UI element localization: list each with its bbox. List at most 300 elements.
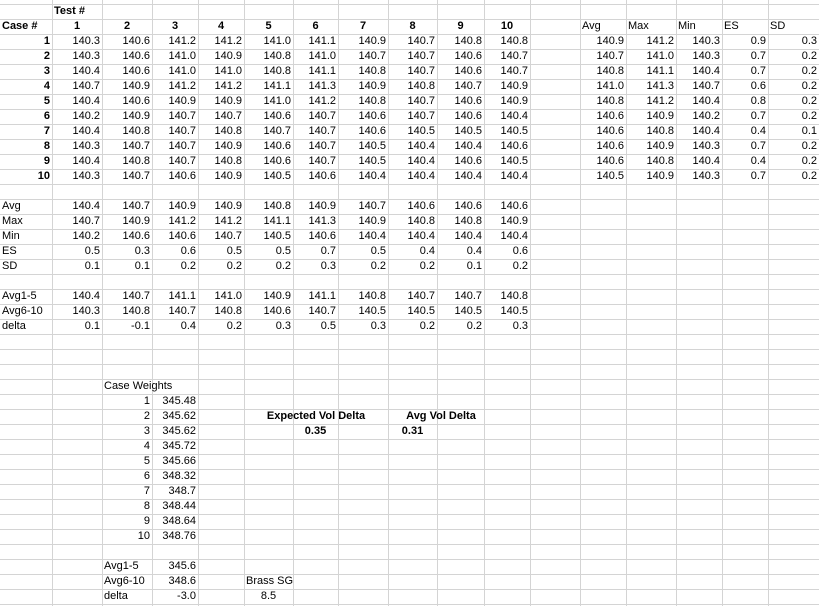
- column-stat-cell[interactable]: 140.6: [308, 230, 336, 242]
- column-stat-cell[interactable]: 141.2: [214, 215, 242, 227]
- column-stat-cell[interactable]: 0.7: [320, 245, 336, 257]
- split-stat-cell[interactable]: 0.3: [512, 320, 528, 332]
- measurement-cell[interactable]: 140.4: [407, 155, 435, 167]
- row-stat-cell[interactable]: 140.3: [692, 170, 720, 182]
- measurement-cell[interactable]: 140.3: [72, 35, 100, 47]
- row-stat-cell[interactable]: 0.7: [750, 140, 766, 152]
- column-stat-cell[interactable]: 140.6: [407, 200, 435, 212]
- split-stat-cell[interactable]: 140.7: [454, 290, 482, 302]
- case-weight-number[interactable]: 5: [143, 455, 150, 467]
- split-stat-cell[interactable]: 141.0: [214, 290, 242, 302]
- brass-sg-value[interactable]: 8.5: [260, 590, 277, 602]
- measurement-cell[interactable]: 140.8: [358, 65, 386, 77]
- row-stat-cell[interactable]: 141.0: [646, 50, 674, 62]
- row-stat-cell[interactable]: 0.2: [801, 80, 817, 92]
- measurement-cell[interactable]: 140.4: [72, 65, 100, 77]
- case-weights-title[interactable]: Case Weights: [104, 380, 173, 392]
- split-stat-cell[interactable]: 140.7: [308, 305, 336, 317]
- column-stat-cell[interactable]: 140.7: [358, 200, 386, 212]
- case-weight-value[interactable]: 348.76: [162, 530, 196, 542]
- row-stat-cell[interactable]: 0.9: [750, 35, 766, 47]
- row-stats-header[interactable]: SD: [770, 20, 786, 32]
- measurement-cell[interactable]: 140.9: [122, 80, 150, 92]
- measurement-cell[interactable]: 140.4: [454, 140, 482, 152]
- measurement-cell[interactable]: 140.9: [358, 35, 386, 47]
- column-stat-cell[interactable]: 0.2: [512, 260, 528, 272]
- measurement-cell[interactable]: 140.8: [214, 125, 242, 137]
- measurement-cell[interactable]: 141.0: [263, 95, 291, 107]
- measurement-cell[interactable]: 140.9: [168, 95, 196, 107]
- row-stat-cell[interactable]: 0.2: [801, 110, 817, 122]
- measurement-cell[interactable]: 141.0: [308, 50, 336, 62]
- measurement-cell[interactable]: 140.6: [122, 50, 150, 62]
- row-stat-cell[interactable]: 140.9: [646, 170, 674, 182]
- column-stat-cell[interactable]: 141.1: [263, 215, 291, 227]
- case-weight-summary-label[interactable]: Avg1-5: [104, 560, 139, 572]
- row-stat-cell[interactable]: 140.6: [596, 110, 624, 122]
- test-number-header[interactable]: 1: [73, 20, 81, 32]
- measurement-cell[interactable]: 140.7: [407, 35, 435, 47]
- column-stat-cell[interactable]: 140.4: [72, 200, 100, 212]
- column-stat-cell[interactable]: 141.2: [168, 215, 196, 227]
- measurement-cell[interactable]: 140.6: [454, 50, 482, 62]
- measurement-cell[interactable]: 140.5: [500, 125, 528, 137]
- row-stat-cell[interactable]: 140.8: [646, 155, 674, 167]
- column-stat-cell[interactable]: 0.1: [134, 260, 150, 272]
- measurement-cell[interactable]: 140.9: [214, 140, 242, 152]
- case-weight-summary-label[interactable]: delta: [104, 590, 128, 602]
- measurement-cell[interactable]: 140.7: [454, 80, 482, 92]
- split-stat-cell[interactable]: 140.8: [122, 305, 150, 317]
- column-stat-cell[interactable]: 140.6: [454, 200, 482, 212]
- case-weight-value[interactable]: 345.72: [162, 440, 196, 452]
- row-stats-header[interactable]: Max: [628, 20, 649, 32]
- measurement-cell[interactable]: 140.6: [308, 170, 336, 182]
- measurement-cell[interactable]: 140.7: [500, 65, 528, 77]
- case-weight-number[interactable]: 10: [137, 530, 150, 542]
- column-stat-cell[interactable]: 0.5: [370, 245, 386, 257]
- row-stat-cell[interactable]: 140.9: [646, 140, 674, 152]
- measurement-cell[interactable]: 140.7: [168, 140, 196, 152]
- measurement-cell[interactable]: 140.8: [263, 65, 291, 77]
- case-number[interactable]: 10: [37, 170, 50, 182]
- measurement-cell[interactable]: 141.1: [263, 80, 291, 92]
- case-number[interactable]: 2: [43, 50, 50, 62]
- measurement-cell[interactable]: 140.7: [263, 125, 291, 137]
- row-stat-cell[interactable]: 140.9: [596, 35, 624, 47]
- measurement-cell[interactable]: 141.0: [168, 50, 196, 62]
- test-number-header[interactable]: 3: [171, 20, 179, 32]
- row-stat-cell[interactable]: 140.3: [692, 35, 720, 47]
- split-stat-cell[interactable]: 0.2: [419, 320, 435, 332]
- split-stat-cell[interactable]: 0.2: [466, 320, 482, 332]
- measurement-cell[interactable]: 140.7: [72, 80, 100, 92]
- column-stat-cell[interactable]: 0.2: [226, 260, 242, 272]
- column-stat-cell[interactable]: 140.9: [358, 215, 386, 227]
- split-stat-cell[interactable]: 140.9: [263, 290, 291, 302]
- row-stat-cell[interactable]: 141.2: [646, 35, 674, 47]
- measurement-cell[interactable]: 140.9: [214, 95, 242, 107]
- row-stat-cell[interactable]: 0.2: [801, 50, 817, 62]
- split-stat-cell[interactable]: 140.4: [72, 290, 100, 302]
- measurement-cell[interactable]: 140.6: [454, 65, 482, 77]
- case-weight-value[interactable]: 345.62: [162, 425, 196, 437]
- column-stat-cell[interactable]: 140.9: [500, 215, 528, 227]
- row-stat-cell[interactable]: 0.2: [801, 155, 817, 167]
- case-number[interactable]: 3: [43, 65, 50, 77]
- column-stat-cell[interactable]: 140.4: [358, 230, 386, 242]
- measurement-cell[interactable]: 140.4: [454, 170, 482, 182]
- split-stat-cell[interactable]: 140.5: [407, 305, 435, 317]
- column-stat-cell[interactable]: 0.6: [512, 245, 528, 257]
- column-stat-cell[interactable]: 140.5: [263, 230, 291, 242]
- measurement-cell[interactable]: 140.6: [358, 125, 386, 137]
- column-stat-cell[interactable]: 0.3: [134, 245, 150, 257]
- case-weight-value[interactable]: 345.62: [162, 410, 196, 422]
- measurement-cell[interactable]: 141.2: [214, 80, 242, 92]
- expected-vol-delta-value[interactable]: 0.35: [304, 425, 327, 437]
- row-stat-cell[interactable]: 140.8: [646, 125, 674, 137]
- case-weight-number[interactable]: 2: [143, 410, 150, 422]
- measurement-cell[interactable]: 140.4: [72, 125, 100, 137]
- column-stat-cell[interactable]: 140.9: [214, 200, 242, 212]
- row-stat-cell[interactable]: 140.5: [596, 170, 624, 182]
- avg-vol-delta-value[interactable]: 0.31: [401, 425, 424, 437]
- measurement-cell[interactable]: 140.7: [168, 110, 196, 122]
- row-stat-cell[interactable]: 140.4: [692, 125, 720, 137]
- row-stat-cell[interactable]: 0.7: [750, 110, 766, 122]
- measurement-cell[interactable]: 140.6: [358, 110, 386, 122]
- measurement-cell[interactable]: 140.5: [358, 140, 386, 152]
- measurement-cell[interactable]: 140.7: [214, 110, 242, 122]
- row-stat-cell[interactable]: 140.3: [692, 50, 720, 62]
- row-stat-cell[interactable]: 140.7: [596, 50, 624, 62]
- row-stat-cell[interactable]: 0.7: [750, 50, 766, 62]
- measurement-cell[interactable]: 140.4: [358, 170, 386, 182]
- row-stat-cell[interactable]: 140.9: [646, 110, 674, 122]
- measurement-cell[interactable]: 140.4: [72, 155, 100, 167]
- split-stat-cell[interactable]: 0.3: [370, 320, 386, 332]
- column-gridline: [530, 0, 531, 606]
- case-weight-value[interactable]: 348.7: [168, 485, 196, 497]
- row-stat-cell[interactable]: 140.2: [692, 110, 720, 122]
- column-stat-label[interactable]: ES: [2, 245, 17, 257]
- case-weight-number[interactable]: 9: [143, 515, 150, 527]
- column-stat-label[interactable]: Max: [2, 215, 23, 227]
- measurement-cell[interactable]: 140.7: [358, 50, 386, 62]
- split-stat-cell[interactable]: 140.5: [500, 305, 528, 317]
- measurement-cell[interactable]: 140.8: [122, 155, 150, 167]
- row-stat-cell[interactable]: 141.2: [646, 95, 674, 107]
- case-weight-value[interactable]: 345.66: [162, 455, 196, 467]
- measurement-cell[interactable]: 140.3: [72, 140, 100, 152]
- expected-vol-delta-label[interactable]: Expected Vol Delta: [266, 410, 366, 422]
- column-stat-cell[interactable]: 0.3: [320, 260, 336, 272]
- row-stat-cell[interactable]: 140.6: [596, 155, 624, 167]
- row-stat-cell[interactable]: 140.4: [692, 65, 720, 77]
- measurement-cell[interactable]: 140.7: [122, 140, 150, 152]
- test-number-header[interactable]: 8: [409, 20, 416, 32]
- measurement-cell[interactable]: 140.8: [407, 80, 435, 92]
- measurement-cell[interactable]: 140.8: [214, 155, 242, 167]
- column-stat-cell[interactable]: 0.2: [180, 260, 196, 272]
- measurement-cell[interactable]: 141.3: [308, 80, 336, 92]
- measurement-cell[interactable]: 140.3: [72, 170, 100, 182]
- column-stat-cell[interactable]: 140.4: [500, 230, 528, 242]
- measurement-cell[interactable]: 140.5: [358, 155, 386, 167]
- measurement-cell[interactable]: 140.7: [407, 110, 435, 122]
- measurement-cell[interactable]: 140.5: [500, 155, 528, 167]
- column-stat-cell[interactable]: 140.7: [214, 230, 242, 242]
- row-stat-cell[interactable]: 0.2: [801, 95, 817, 107]
- row-stat-cell[interactable]: 0.7: [750, 65, 766, 77]
- measurement-cell[interactable]: 140.9: [500, 80, 528, 92]
- split-stat-cell[interactable]: 140.7: [407, 290, 435, 302]
- row-stat-cell[interactable]: 140.7: [692, 80, 720, 92]
- measurement-cell[interactable]: 140.6: [454, 155, 482, 167]
- measurement-cell[interactable]: 141.2: [308, 95, 336, 107]
- column-stat-cell[interactable]: 141.3: [308, 215, 336, 227]
- split-stat-cell[interactable]: 140.3: [72, 305, 100, 317]
- measurement-cell[interactable]: 140.6: [122, 95, 150, 107]
- column-stat-label[interactable]: Min: [2, 230, 20, 242]
- measurement-cell[interactable]: 140.9: [214, 170, 242, 182]
- measurement-cell[interactable]: 140.4: [407, 140, 435, 152]
- row-stat-cell[interactable]: 0.1: [801, 125, 817, 137]
- column-stat-cell[interactable]: 140.4: [454, 230, 482, 242]
- row-gridline: [0, 364, 819, 365]
- measurement-cell[interactable]: 140.8: [454, 35, 482, 47]
- case-number[interactable]: 9: [43, 155, 50, 167]
- measurement-cell[interactable]: 141.1: [308, 65, 336, 77]
- test-number-header[interactable]: 4: [217, 20, 225, 32]
- column-stat-label[interactable]: SD: [2, 260, 18, 272]
- row-stat-cell[interactable]: 141.3: [646, 80, 674, 92]
- measurement-cell[interactable]: 140.7: [500, 50, 528, 62]
- measurement-cell[interactable]: 140.5: [454, 125, 482, 137]
- case-weight-number[interactable]: 8: [143, 500, 150, 512]
- test-number-header[interactable]: 10: [500, 20, 514, 32]
- column-stat-cell[interactable]: 0.5: [275, 245, 291, 257]
- split-stat-cell[interactable]: 140.8: [214, 305, 242, 317]
- split-stat-cell[interactable]: -0.1: [131, 320, 150, 332]
- row-stat-cell[interactable]: 140.3: [692, 140, 720, 152]
- row-stat-cell[interactable]: 0.4: [750, 155, 766, 167]
- case-number[interactable]: 1: [43, 35, 50, 47]
- column-stat-cell[interactable]: 0.1: [84, 260, 100, 272]
- measurement-cell[interactable]: 140.7: [407, 95, 435, 107]
- column-stat-cell[interactable]: 0.1: [466, 260, 482, 272]
- split-stat-cell[interactable]: 140.8: [500, 290, 528, 302]
- row-stat-cell[interactable]: 141.1: [646, 65, 674, 77]
- case-weight-value[interactable]: 348.64: [162, 515, 196, 527]
- case-weight-summary-value[interactable]: 345.6: [168, 560, 196, 572]
- split-stat-cell[interactable]: 0.5: [320, 320, 336, 332]
- split-stat-cell[interactable]: 140.5: [358, 305, 386, 317]
- case-number[interactable]: 5: [43, 95, 50, 107]
- case-weight-number[interactable]: 6: [143, 470, 150, 482]
- measurement-cell[interactable]: 141.1: [308, 35, 336, 47]
- split-stat-label[interactable]: Avg1-5: [2, 290, 37, 302]
- measurement-cell[interactable]: 140.7: [168, 155, 196, 167]
- measurement-cell[interactable]: 140.6: [122, 35, 150, 47]
- row-stat-cell[interactable]: 0.3: [801, 35, 817, 47]
- measurement-cell[interactable]: 140.7: [407, 65, 435, 77]
- row-stat-cell[interactable]: 0.8: [750, 95, 766, 107]
- case-weight-number[interactable]: 4: [143, 440, 150, 452]
- column-stat-cell[interactable]: 140.6: [122, 230, 150, 242]
- measurement-cell[interactable]: 140.6: [454, 95, 482, 107]
- measurement-cell[interactable]: 140.5: [263, 170, 291, 182]
- test-number-header[interactable]: 6: [312, 20, 319, 32]
- measurement-cell[interactable]: 140.6: [168, 170, 196, 182]
- column-stat-cell[interactable]: 140.9: [308, 200, 336, 212]
- measurement-cell[interactable]: 141.2: [168, 80, 196, 92]
- row-stat-cell[interactable]: 0.2: [801, 140, 817, 152]
- measurement-cell[interactable]: 140.6: [500, 140, 528, 152]
- avg-vol-delta-label[interactable]: Avg Vol Delta: [406, 410, 476, 422]
- column-stat-cell[interactable]: 0.5: [226, 245, 242, 257]
- measurement-cell[interactable]: 141.0: [263, 35, 291, 47]
- measurement-cell[interactable]: 140.6: [122, 65, 150, 77]
- measurement-cell[interactable]: 140.6: [263, 140, 291, 152]
- case-weight-value[interactable]: 348.44: [162, 500, 196, 512]
- measurement-cell[interactable]: 140.8: [358, 95, 386, 107]
- measurement-cell[interactable]: 140.2: [72, 110, 100, 122]
- row-stat-cell[interactable]: 0.2: [801, 170, 817, 182]
- measurement-cell[interactable]: 140.9: [358, 80, 386, 92]
- case-header-label[interactable]: Case #: [2, 20, 38, 32]
- measurement-cell[interactable]: 140.6: [454, 110, 482, 122]
- column-stat-cell[interactable]: 140.9: [122, 215, 150, 227]
- measurement-cell[interactable]: 140.8: [263, 50, 291, 62]
- split-stat-cell[interactable]: 140.6: [263, 305, 291, 317]
- column-stat-cell[interactable]: 140.7: [122, 200, 150, 212]
- measurement-cell[interactable]: 140.4: [500, 110, 528, 122]
- split-stat-cell[interactable]: 140.5: [454, 305, 482, 317]
- case-weight-number[interactable]: 1: [143, 395, 150, 407]
- row-stat-cell[interactable]: 141.0: [596, 80, 624, 92]
- column-stat-cell[interactable]: 0.4: [466, 245, 482, 257]
- row-stats-header[interactable]: ES: [724, 20, 739, 32]
- split-stat-cell[interactable]: 0.4: [180, 320, 196, 332]
- column-stat-cell[interactable]: 140.8: [263, 200, 291, 212]
- row-stats-header[interactable]: Avg: [582, 20, 601, 32]
- measurement-cell[interactable]: 140.9: [122, 110, 150, 122]
- case-weight-summary-value[interactable]: -3.0: [177, 590, 196, 602]
- measurement-cell[interactable]: 141.2: [168, 35, 196, 47]
- measurement-cell[interactable]: 140.7: [308, 125, 336, 137]
- case-weight-summary-value[interactable]: 348.6: [168, 575, 196, 587]
- measurement-cell[interactable]: 140.5: [407, 125, 435, 137]
- measurement-cell[interactable]: 140.6: [263, 155, 291, 167]
- column-stat-cell[interactable]: 0.6: [180, 245, 196, 257]
- measurement-cell[interactable]: 140.9: [500, 95, 528, 107]
- test-number-header[interactable]: 2: [123, 20, 131, 32]
- row-stat-cell[interactable]: 0.4: [750, 125, 766, 137]
- split-stat-cell[interactable]: 141.1: [308, 290, 336, 302]
- row-stat-cell[interactable]: 140.8: [596, 95, 624, 107]
- case-number[interactable]: 7: [43, 125, 50, 137]
- measurement-cell[interactable]: 140.7: [407, 50, 435, 62]
- row-stat-cell[interactable]: 0.2: [801, 65, 817, 77]
- split-stat-cell[interactable]: 0.1: [84, 320, 100, 332]
- measurement-cell[interactable]: 140.7: [168, 125, 196, 137]
- column-stat-cell[interactable]: 0.4: [419, 245, 435, 257]
- measurement-cell[interactable]: 140.7: [308, 110, 336, 122]
- case-weight-number[interactable]: 7: [143, 485, 150, 497]
- row-stat-cell[interactable]: 140.8: [596, 65, 624, 77]
- case-number[interactable]: 4: [43, 80, 50, 92]
- measurement-cell[interactable]: 140.4: [72, 95, 100, 107]
- row-stats-header[interactable]: Min: [678, 20, 696, 32]
- measurement-cell[interactable]: 140.9: [214, 50, 242, 62]
- split-stat-label[interactable]: delta: [2, 320, 26, 332]
- case-weight-number[interactable]: 3: [143, 425, 150, 437]
- split-stat-cell[interactable]: 0.2: [226, 320, 242, 332]
- row-stat-cell[interactable]: 140.6: [596, 140, 624, 152]
- row-stat-cell[interactable]: 140.6: [596, 125, 624, 137]
- row-stat-cell[interactable]: 140.4: [692, 155, 720, 167]
- test-number-header[interactable]: 7: [359, 20, 367, 32]
- measurement-cell[interactable]: 141.0: [168, 65, 196, 77]
- row-stat-cell[interactable]: 140.4: [692, 95, 720, 107]
- case-number[interactable]: 8: [43, 140, 50, 152]
- column-stat-cell[interactable]: 140.8: [454, 215, 482, 227]
- split-stat-label[interactable]: Avg6-10: [2, 305, 43, 317]
- test-number-header[interactable]: 5: [265, 20, 272, 32]
- column-stat-cell[interactable]: 0.5: [84, 245, 100, 257]
- measurement-cell[interactable]: 140.8: [500, 35, 528, 47]
- column-stat-cell[interactable]: 140.2: [72, 230, 100, 242]
- measurement-cell[interactable]: 140.7: [308, 155, 336, 167]
- case-weight-value[interactable]: 345.48: [162, 395, 196, 407]
- row-stat-cell[interactable]: 0.6: [750, 80, 766, 92]
- column-stat-cell[interactable]: 0.2: [275, 260, 291, 272]
- row-stat-cell[interactable]: 0.7: [750, 170, 766, 182]
- measurement-cell[interactable]: 140.8: [122, 125, 150, 137]
- column-stat-cell[interactable]: 140.7: [72, 215, 100, 227]
- measurement-cell[interactable]: 140.4: [407, 170, 435, 182]
- brass-sg-label[interactable]: Brass SG: [246, 575, 294, 587]
- column-stat-cell[interactable]: 140.6: [500, 200, 528, 212]
- split-stat-cell[interactable]: 0.3: [275, 320, 291, 332]
- measurement-cell[interactable]: 140.7: [308, 140, 336, 152]
- test-number-header[interactable]: 9: [457, 20, 464, 32]
- measurement-cell[interactable]: 140.7: [122, 170, 150, 182]
- column-stat-label[interactable]: Avg: [2, 200, 21, 212]
- split-stat-cell[interactable]: 141.1: [168, 290, 196, 302]
- case-weight-value[interactable]: 348.32: [162, 470, 196, 482]
- column-stat-cell[interactable]: 0.2: [419, 260, 435, 272]
- column-stat-cell[interactable]: 140.6: [168, 230, 196, 242]
- column-stat-cell[interactable]: 0.2: [370, 260, 386, 272]
- measurement-cell[interactable]: 141.2: [214, 35, 242, 47]
- measurement-cell[interactable]: 140.4: [500, 170, 528, 182]
- split-stat-cell[interactable]: 140.7: [122, 290, 150, 302]
- split-stat-cell[interactable]: 140.7: [168, 305, 196, 317]
- case-weight-summary-label[interactable]: Avg6-10: [104, 575, 145, 587]
- case-number[interactable]: 6: [43, 110, 50, 122]
- column-stat-cell[interactable]: 140.8: [407, 215, 435, 227]
- column-stat-cell[interactable]: 140.4: [407, 230, 435, 242]
- split-stat-cell[interactable]: 140.8: [358, 290, 386, 302]
- measurement-cell[interactable]: 141.0: [214, 65, 242, 77]
- test-header-label[interactable]: Test #: [54, 5, 85, 17]
- measurement-cell[interactable]: 140.6: [263, 110, 291, 122]
- measurement-cell[interactable]: 140.3: [72, 50, 100, 62]
- column-stat-cell[interactable]: 140.9: [168, 200, 196, 212]
